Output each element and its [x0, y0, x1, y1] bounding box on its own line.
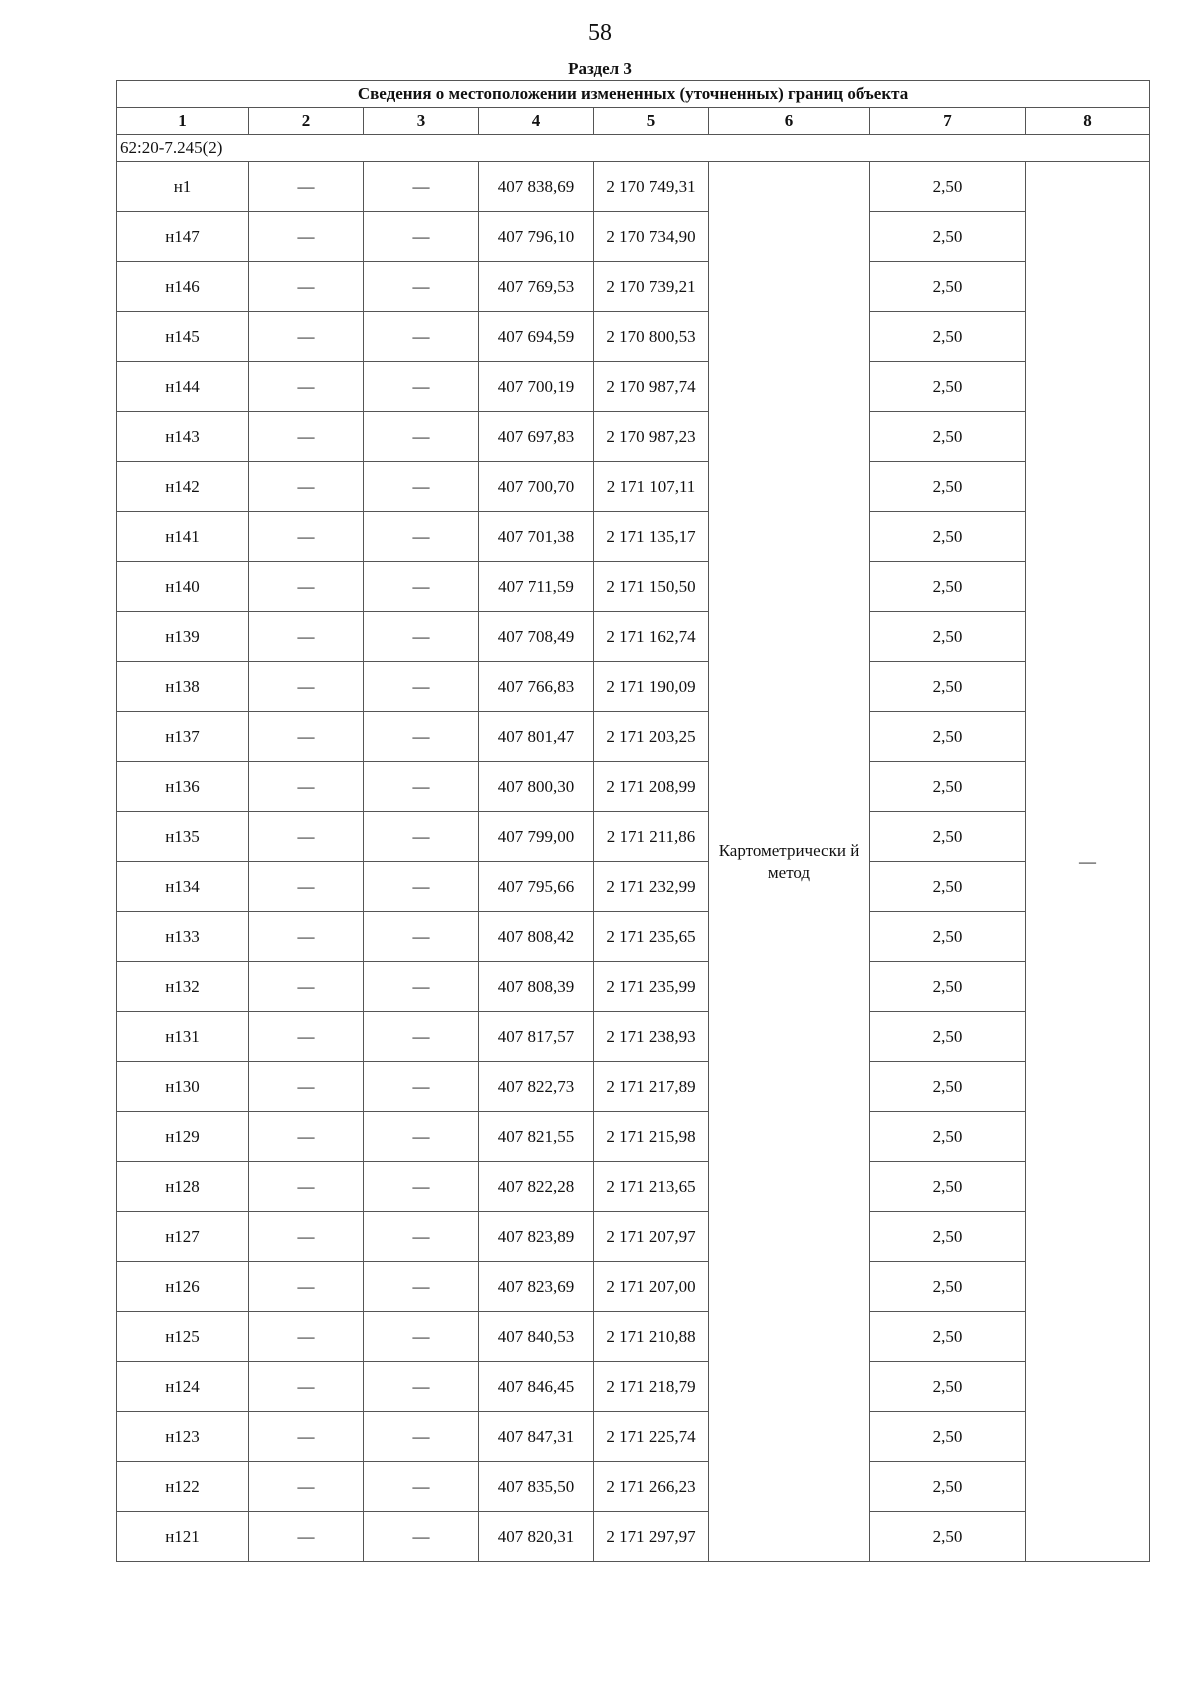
column-number: 8	[1026, 108, 1150, 135]
table-row	[117, 1212, 1150, 1262]
x-coordinate-cell: 407 769,53	[479, 262, 594, 312]
point-name-cell: н136	[117, 762, 249, 812]
col3-cell: —	[364, 162, 479, 212]
table-row	[117, 1462, 1150, 1512]
table-row	[117, 1362, 1150, 1412]
x-coordinate-cell: 407 838,69	[479, 162, 594, 212]
x-coordinate-cell: 407 799,00	[479, 812, 594, 862]
x-coordinate-cell: 407 822,73	[479, 1062, 594, 1112]
x-coordinate-cell: 407 800,30	[479, 762, 594, 812]
table-row	[117, 1412, 1150, 1462]
col2-cell: —	[249, 512, 364, 562]
accuracy-cell: 2,50	[870, 1112, 1026, 1162]
col3-cell: —	[364, 1212, 479, 1262]
col3-cell: —	[364, 1462, 479, 1512]
accuracy-cell: 2,50	[870, 612, 1026, 662]
y-coordinate-cell: 2 171 207,00	[594, 1262, 709, 1312]
y-coordinate-cell: 2 171 135,17	[594, 512, 709, 562]
x-coordinate-cell: 407 847,31	[479, 1412, 594, 1462]
point-name-cell: н127	[117, 1212, 249, 1262]
accuracy-cell: 2,50	[870, 1012, 1026, 1062]
section-title: Раздел 3	[568, 59, 632, 78]
accuracy-cell: 2,50	[870, 412, 1026, 462]
y-coordinate-cell: 2 171 297,97	[594, 1512, 709, 1562]
y-coordinate-cell: 2 170 749,31	[594, 162, 709, 212]
point-name-cell: н141	[117, 512, 249, 562]
col3-cell: —	[364, 1412, 479, 1462]
col2-cell: —	[249, 1512, 364, 1562]
col3-cell: —	[364, 1262, 479, 1312]
col3-cell: —	[364, 1312, 479, 1362]
boundary-table	[116, 80, 1150, 1562]
x-coordinate-cell: 407 711,59	[479, 562, 594, 612]
table-row	[117, 612, 1150, 662]
y-coordinate-cell: 2 171 207,97	[594, 1212, 709, 1262]
y-coordinate-cell: 2 171 208,99	[594, 762, 709, 812]
y-coordinate-cell: 2 171 211,86	[594, 812, 709, 862]
table-row	[117, 562, 1150, 612]
point-name-cell: н144	[117, 362, 249, 412]
accuracy-cell: 2,50	[870, 1412, 1026, 1462]
col3-cell: —	[364, 312, 479, 362]
col3-cell: —	[364, 1162, 479, 1212]
table-row	[117, 912, 1150, 962]
col2-cell: —	[249, 762, 364, 812]
column-number: 4	[479, 108, 594, 135]
col2-cell: —	[249, 562, 364, 612]
x-coordinate-cell: 407 823,89	[479, 1212, 594, 1262]
table-row	[117, 462, 1150, 512]
point-name-cell: н135	[117, 812, 249, 862]
col3-cell: —	[364, 562, 479, 612]
col2-cell: —	[249, 812, 364, 862]
accuracy-cell: 2,50	[870, 1162, 1026, 1212]
col2-cell: —	[249, 1112, 364, 1162]
column-number: 7	[870, 108, 1026, 135]
table-row	[117, 1312, 1150, 1362]
accuracy-cell: 2,50	[870, 362, 1026, 412]
point-name-cell: н124	[117, 1362, 249, 1412]
col3-cell: —	[364, 1362, 479, 1412]
accuracy-cell: 2,50	[870, 662, 1026, 712]
col2-cell: —	[249, 1212, 364, 1262]
col2-cell: —	[249, 312, 364, 362]
col3-cell: —	[364, 412, 479, 462]
x-coordinate-cell: 407 766,83	[479, 662, 594, 712]
col3-cell: —	[364, 362, 479, 412]
table-row	[117, 162, 1150, 212]
col3-cell: —	[364, 512, 479, 562]
col3-cell: —	[364, 262, 479, 312]
x-coordinate-cell: 407 820,31	[479, 1512, 594, 1562]
point-name-cell: н126	[117, 1262, 249, 1312]
y-coordinate-cell: 2 171 162,74	[594, 612, 709, 662]
accuracy-cell: 2,50	[870, 1512, 1026, 1562]
point-name-cell: н121	[117, 1512, 249, 1562]
col2-cell: —	[249, 1462, 364, 1512]
y-coordinate-cell: 2 171 266,23	[594, 1462, 709, 1512]
accuracy-cell: 2,50	[870, 512, 1026, 562]
y-coordinate-cell: 2 171 150,50	[594, 562, 709, 612]
col2-cell: —	[249, 1362, 364, 1412]
point-name-cell: н122	[117, 1462, 249, 1512]
col3-cell: —	[364, 1012, 479, 1062]
col3-cell: —	[364, 462, 479, 512]
col3-cell: —	[364, 762, 479, 812]
point-name-cell: н140	[117, 562, 249, 612]
col3-cell: —	[364, 862, 479, 912]
table-row	[117, 1162, 1150, 1212]
point-name-cell: н125	[117, 1312, 249, 1362]
col2-cell: —	[249, 412, 364, 462]
point-name-cell: н132	[117, 962, 249, 1012]
accuracy-cell: 2,50	[870, 562, 1026, 612]
y-coordinate-cell: 2 171 225,74	[594, 1412, 709, 1462]
table-row	[117, 1262, 1150, 1312]
table-row	[117, 662, 1150, 712]
col8-cell: —	[1026, 162, 1150, 1562]
x-coordinate-cell: 407 701,38	[479, 512, 594, 562]
y-coordinate-cell: 2 171 218,79	[594, 1362, 709, 1412]
table-row	[117, 812, 1150, 862]
accuracy-cell: 2,50	[870, 1212, 1026, 1262]
y-coordinate-cell: 2 170 800,53	[594, 312, 709, 362]
table-row	[117, 1112, 1150, 1162]
col2-cell: —	[249, 262, 364, 312]
table-row	[117, 862, 1150, 912]
y-coordinate-cell: 2 171 203,25	[594, 712, 709, 762]
col3-cell: —	[364, 812, 479, 862]
col2-cell: —	[249, 1412, 364, 1462]
x-coordinate-cell: 407 801,47	[479, 712, 594, 762]
col3-cell: —	[364, 212, 479, 262]
x-coordinate-cell: 407 700,19	[479, 362, 594, 412]
table-row	[117, 412, 1150, 462]
x-coordinate-cell: 407 823,69	[479, 1262, 594, 1312]
y-coordinate-cell: 2 171 232,99	[594, 862, 709, 912]
col2-cell: —	[249, 612, 364, 662]
x-coordinate-cell: 407 700,70	[479, 462, 594, 512]
col3-cell: —	[364, 962, 479, 1012]
table-row	[117, 1062, 1150, 1112]
y-coordinate-cell: 2 171 210,88	[594, 1312, 709, 1362]
col2-cell: —	[249, 712, 364, 762]
table-title: Сведения о местоположении измененных (уточненных) границ объекта	[117, 81, 1150, 108]
point-name-cell: н147	[117, 212, 249, 262]
col2-cell: —	[249, 362, 364, 412]
parcel-id: 62:20-7.245(2)	[117, 135, 1150, 162]
col2-cell: —	[249, 162, 364, 212]
column-number: 3	[364, 108, 479, 135]
point-name-cell: н128	[117, 1162, 249, 1212]
y-coordinate-cell: 2 170 734,90	[594, 212, 709, 262]
y-coordinate-cell: 2 171 215,98	[594, 1112, 709, 1162]
column-number: 6	[709, 108, 870, 135]
y-coordinate-cell: 2 170 987,74	[594, 362, 709, 412]
point-name-cell: н131	[117, 1012, 249, 1062]
col3-cell: —	[364, 612, 479, 662]
point-name-cell: н133	[117, 912, 249, 962]
x-coordinate-cell: 407 694,59	[479, 312, 594, 362]
accuracy-cell: 2,50	[870, 212, 1026, 262]
x-coordinate-cell: 407 796,10	[479, 212, 594, 262]
accuracy-cell: 2,50	[870, 1362, 1026, 1412]
table-row	[117, 712, 1150, 762]
col3-cell: —	[364, 1062, 479, 1112]
point-name-cell: н143	[117, 412, 249, 462]
col2-cell: —	[249, 1062, 364, 1112]
y-coordinate-cell: 2 170 739,21	[594, 262, 709, 312]
x-coordinate-cell: 407 835,50	[479, 1462, 594, 1512]
point-name-cell: н138	[117, 662, 249, 712]
col2-cell: —	[249, 662, 364, 712]
point-name-cell: н123	[117, 1412, 249, 1462]
accuracy-cell: 2,50	[870, 1062, 1026, 1112]
table-row	[117, 762, 1150, 812]
x-coordinate-cell: 407 846,45	[479, 1362, 594, 1412]
table-row	[117, 212, 1150, 262]
col2-cell: —	[249, 1162, 364, 1212]
col3-cell: —	[364, 912, 479, 962]
col2-cell: —	[249, 1262, 364, 1312]
col2-cell: —	[249, 462, 364, 512]
y-coordinate-cell: 2 171 235,65	[594, 912, 709, 962]
col2-cell: —	[249, 862, 364, 912]
point-name-cell: н134	[117, 862, 249, 912]
point-name-cell: н129	[117, 1112, 249, 1162]
point-name-cell: н1	[117, 162, 249, 212]
accuracy-cell: 2,50	[870, 762, 1026, 812]
x-coordinate-cell: 407 817,57	[479, 1012, 594, 1062]
point-name-cell: н145	[117, 312, 249, 362]
col2-cell: —	[249, 1312, 364, 1362]
point-name-cell: н137	[117, 712, 249, 762]
x-coordinate-cell: 407 808,39	[479, 962, 594, 1012]
accuracy-cell: 2,50	[870, 962, 1026, 1012]
y-coordinate-cell: 2 171 238,93	[594, 1012, 709, 1062]
accuracy-cell: 2,50	[870, 1462, 1026, 1512]
y-coordinate-cell: 2 171 217,89	[594, 1062, 709, 1112]
accuracy-cell: 2,50	[870, 862, 1026, 912]
col3-cell: —	[364, 1512, 479, 1562]
accuracy-cell: 2,50	[870, 1262, 1026, 1312]
x-coordinate-cell: 407 808,42	[479, 912, 594, 962]
page-number: 58	[588, 20, 612, 46]
method-cell: Картометрически й метод	[709, 162, 870, 1562]
column-number: 2	[249, 108, 364, 135]
x-coordinate-cell: 407 821,55	[479, 1112, 594, 1162]
accuracy-cell: 2,50	[870, 1312, 1026, 1362]
accuracy-cell: 2,50	[870, 262, 1026, 312]
x-coordinate-cell: 407 795,66	[479, 862, 594, 912]
table-row	[117, 512, 1150, 562]
col3-cell: —	[364, 662, 479, 712]
accuracy-cell: 2,50	[870, 462, 1026, 512]
table-row	[117, 1012, 1150, 1062]
column-number: 5	[594, 108, 709, 135]
accuracy-cell: 2,50	[870, 312, 1026, 362]
accuracy-cell: 2,50	[870, 912, 1026, 962]
x-coordinate-cell: 407 697,83	[479, 412, 594, 462]
col2-cell: —	[249, 1012, 364, 1062]
col2-cell: —	[249, 912, 364, 962]
table-row	[117, 312, 1150, 362]
y-coordinate-cell: 2 171 107,11	[594, 462, 709, 512]
point-name-cell: н139	[117, 612, 249, 662]
table-row	[117, 1512, 1150, 1562]
point-name-cell: н142	[117, 462, 249, 512]
point-name-cell: н130	[117, 1062, 249, 1112]
table-row	[117, 962, 1150, 1012]
point-name-cell: н146	[117, 262, 249, 312]
y-coordinate-cell: 2 171 190,09	[594, 662, 709, 712]
y-coordinate-cell: 2 170 987,23	[594, 412, 709, 462]
col3-cell: —	[364, 712, 479, 762]
y-coordinate-cell: 2 171 235,99	[594, 962, 709, 1012]
accuracy-cell: 2,50	[870, 162, 1026, 212]
accuracy-cell: 2,50	[870, 712, 1026, 762]
table-row	[117, 362, 1150, 412]
column-number: 1	[117, 108, 249, 135]
x-coordinate-cell: 407 840,53	[479, 1312, 594, 1362]
col2-cell: —	[249, 212, 364, 262]
col3-cell: —	[364, 1112, 479, 1162]
x-coordinate-cell: 407 822,28	[479, 1162, 594, 1212]
x-coordinate-cell: 407 708,49	[479, 612, 594, 662]
y-coordinate-cell: 2 171 213,65	[594, 1162, 709, 1212]
accuracy-cell: 2,50	[870, 812, 1026, 862]
col2-cell: —	[249, 962, 364, 1012]
table-row	[117, 262, 1150, 312]
